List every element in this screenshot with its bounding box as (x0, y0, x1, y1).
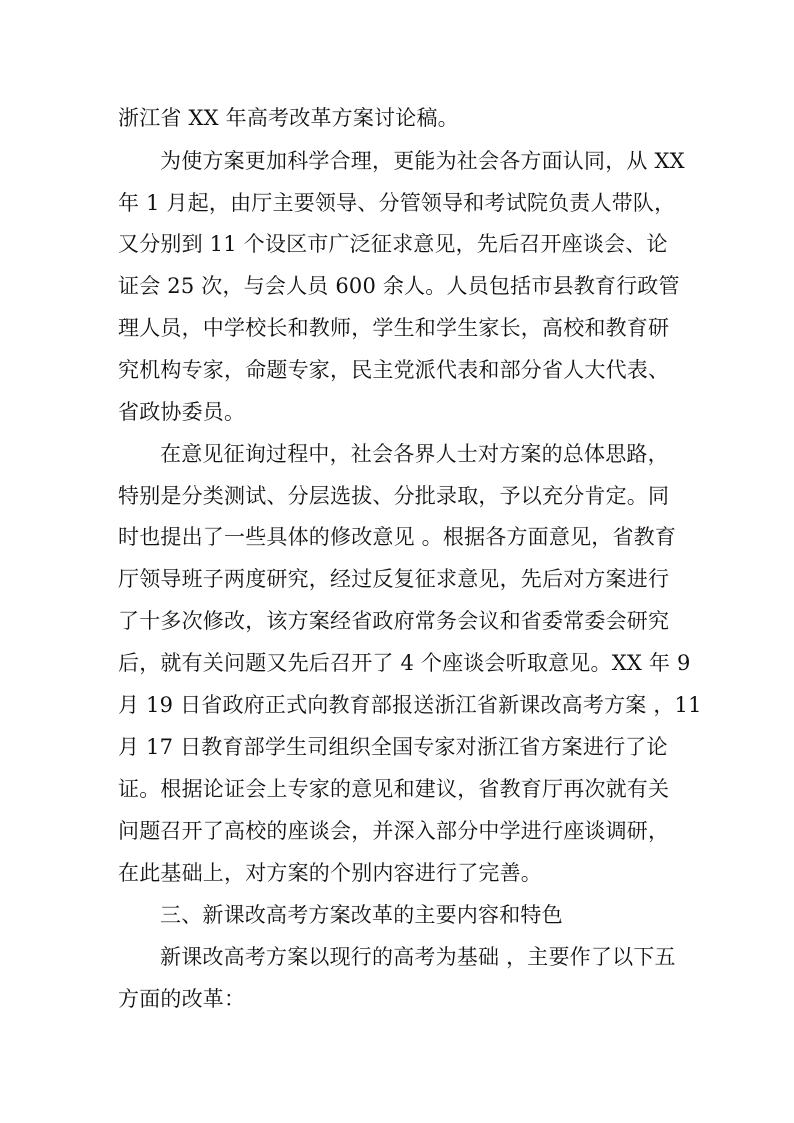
paragraph-line: 问题召开了高校的座谈会，并深入部分中学进行座谈调研， (118, 819, 670, 843)
paragraph-line: 后，就有关问题又先后召开了 4 个座谈会听取意见。XX 年 9 (118, 651, 691, 675)
paragraph-line: 又分别到 11 个设区市广泛征求意见，先后召开座谈会、论 (118, 232, 668, 256)
paragraph-line: 浙江省 XX 年高考改革方案讨论稿。 (118, 106, 459, 130)
paragraph-line: 时也提出了一些具体的修改意见 。根据各方面意见，省教育 (118, 525, 677, 549)
paragraph-line: 年 1 月起，由厅主要领导、分管领导和考试院负责人带队， (118, 191, 676, 215)
paragraph-line: 在此基础上，对方案的个别内容进行了完善。 (118, 861, 542, 885)
paragraph-line: 方面的改革： (118, 987, 246, 1011)
paragraph-line: 月 17 日教育部学生司组织全国专家对浙江省方案进行了论 (118, 735, 668, 759)
paragraph-line: 新课改高考方案以现行的高考为基础 ，主要作了以下五 (160, 945, 676, 969)
section-heading: 三、新课改高考方案改革的主要内容和特色 (160, 903, 563, 927)
paragraph-line: 了十多次修改，该方案经省政府常务会议和省委常委会研究 (118, 609, 670, 633)
paragraph-line: 证会 25 次，与会人员 600 余人。人员包括市县教育行政管 (118, 274, 680, 298)
paragraph-line: 在意见征询过程中，社会各界人士对方案的总体思路， (160, 442, 669, 466)
paragraph-line: 证。根据论证会上专家的意见和建议，省教育厅再次就有关 (118, 777, 670, 801)
paragraph-line: 特别是分类测试、分层选拔、分批录取，予以充分肯定。同 (118, 484, 670, 508)
paragraph-line: 究机构专家，命题专家，民主党派代表和部分省人大代表、 (118, 358, 670, 382)
paragraph-line: 厅领导班子两度研究，经过反复征求意见，先后对方案进行 (118, 567, 670, 591)
paragraph-line: 月 19 日省政府正式向教育部报送浙江省新课改高考方案 ，11 (118, 693, 702, 717)
paragraph-line: 理人员，中学校长和教师，学生和学生家长，高校和教育研 (118, 316, 670, 340)
paragraph-line: 为使方案更加科学合理，更能为社会各方面认同，从 XX (160, 149, 685, 173)
paragraph-line: 省政协委员。 (118, 400, 246, 424)
